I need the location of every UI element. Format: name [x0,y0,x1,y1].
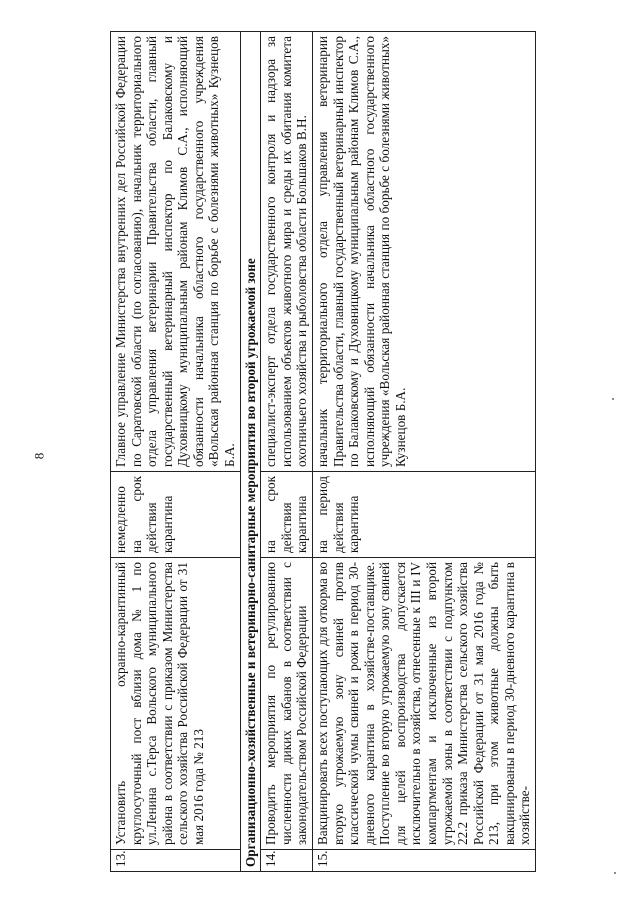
row-number: 13. [111,850,241,872]
scan-speck [612,398,614,400]
row-number: 15. [312,850,535,872]
measures-table [110,31,536,872]
section-heading: Организационно-хозяйственные и ветеринарно-санитарные мероприятия во второй угрожаемой зоне [240,32,261,872]
responsible-text: начальник территориального отдела управления ветеринарии Правительства области, главный государственный ветеринарный инспектор по Балаковскому и Духовницкому муниципальным районам Климов С.А., исполняющий обязанности начальника областного государственного учреждения «Вольская районная станция по борьбе с болезнями животных» Кузнецов Б.А. [312,32,535,472]
section-row [240,32,261,872]
page-number: 8 [31,452,47,460]
term-text: немедленно на срок действия карантина [111,472,241,558]
term-text: на срок действия карантина [261,472,313,558]
responsible-text: специалист-эксперт отдела государственного контроля и надзора за использованием объектов животного мира и среды их обитания комитета охотничьего хозяйства и рыболовства области Большаков В.Н. [261,32,313,472]
table-row [261,32,313,872]
row-number: 14. [261,850,313,872]
rotated-page-content [110,32,533,872]
measure-text: Проводить мероприятия по регулированию численности диких кабанов в соответствии с законодательством Российской Федерации [261,558,313,850]
table-row [312,32,535,872]
table-row [111,32,241,872]
measure-text: Установить охранно-карантинный круглосуточный пост вблизи дома № 1 по ул.Ленина с.Терса Вольского муниципального района в соответствии с приказом Министерства сельского хозяйства Российской Федерации от 31 мая 2016 года № 213 [111,558,241,850]
responsible-text: Главное управление Министерства внутренних дел Российской Федерации по Саратовской области (по согласованию), начальник территориального отдела управления ветеринарии Правительства области, главный государственный ветеринарный инспектор по Балаковскому и Духовницкому муниципальным районам Климов С.А., исполняющий обязанности начальника областного государственного учреждения «Вольская районная станция по борьбе с болезнями животных» Кузнецов Б.А. [111,32,241,472]
measure-text: Вакцинировать всех поступающих для откорма во вторую угрожаемую зону свиней против классической чумы свиней и рожи в период 30-дневного карантина в хозяйстве-поставщике. Поступление во вторую угрожаемую зону свиней для целей воспроизводства допускается исключительно в хозяйства, отнесенные к III и IV компартментам и исключенные из второй угрожаемой зоны в соответствии с подпунктом 22.2 приказа Министерства сельского хозяйства Российской Федерации от 31 мая 2016 года № 213, при этом животные должны быть вакцинированы в период 30-дневного карантина в хозяйстве- [312,558,535,850]
scan-speck [614,872,616,874]
term-text: на период действия карантина [312,472,535,558]
